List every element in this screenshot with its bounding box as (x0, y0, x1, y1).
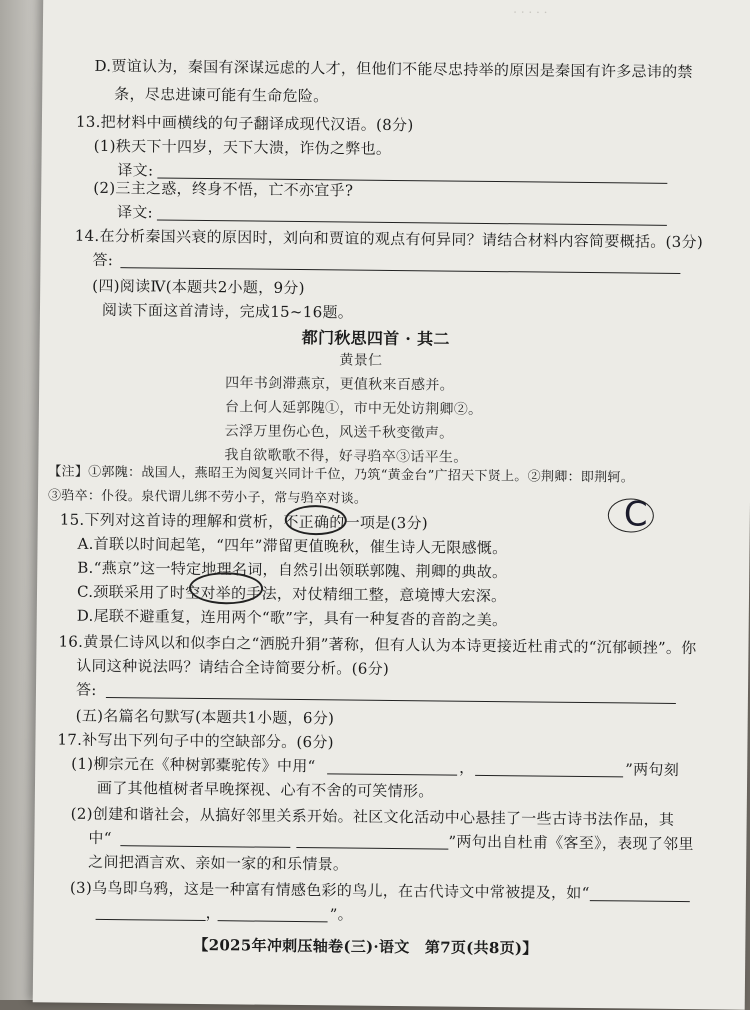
question-17-item2-start: 中“ (88, 828, 112, 848)
section-4-intro: 阅读下面这首清诗，完成15~16题。 (101, 300, 354, 322)
answer-blank-14[interactable] (120, 267, 680, 274)
question-17-item3-line1: (3)乌鸟即乌鸦，这是一种富有情感色彩的鸟儿，在古代诗文中常被提及，如“ (69, 878, 590, 903)
translation-label-2: 译文: (116, 203, 154, 222)
question-15-option-a: A.首联以时间起笔，“四年”滞留更值晚秋，催生诗人无限感慨。 (77, 534, 508, 558)
question-17-item3-end: ”。 (329, 905, 354, 924)
section-5-heading: (五)名篇名句默写(本题共1小题，6分) (75, 706, 335, 728)
poem-note-1: 【注】①郭隗：战国人，燕昭王为阅复兴同计千位，乃筑“黄金台”广招天下贤上。②荆卿：即荆轲。 (48, 464, 635, 486)
question-17-item2-line1: (2)创建和谐社会，从搞好邻里关系开始。社区文化活动中心悬挂了一些古诗书法作品，其 (70, 804, 675, 829)
option-d-line1: D.贾谊认为，秦国有深谋远虑的人才，但他们不能尽忠持举的原因是秦国有许多忌讳的禁 (94, 56, 693, 82)
question-13-item1: (1)秩天下十四岁，天下大溃，诈伪之弊也。 (93, 136, 392, 158)
answer-blank-16[interactable] (106, 697, 676, 704)
poem-line-3: 云浮万里伤心色，风送千秋变徵声。 (224, 423, 454, 442)
question-16-line1: 16.黄景仁诗风以和似李白之“洒脱升狷”著称，但有人认为本诗更接近杜甫式的“沉郁顿挫”。你 (58, 632, 697, 658)
handwritten-circle-option-c (189, 572, 263, 605)
fill-blank-17-3c[interactable] (218, 920, 328, 922)
handwritten-answer-circle (608, 498, 654, 532)
fill-blank-17-3b[interactable] (96, 919, 206, 921)
question-15: 15.下列对这首诗的理解和赏析，不正确的一项是(3分) (59, 510, 429, 533)
fill-blank-17-2a[interactable] (120, 845, 290, 848)
question-13-item2: (2)三主之惑，终身不悟，亡不亦宜乎? (93, 178, 354, 200)
poem-line-4: 我自欲歌歌不得，好寻驺卒③话平生。 (224, 447, 468, 466)
answer-label-14: 答: (92, 250, 114, 270)
question-16-line2: 认同这种说法吗？请结合全诗简要分析。(6分) (76, 656, 390, 678)
question-17-item1-comma: ， (459, 758, 475, 777)
answer-label-16: 答: (75, 680, 97, 699)
question-15-option-b: B.“燕京”这一特定地理名词，自然引出领联郭隗、荆卿的典故。 (77, 558, 508, 582)
poem-author: 黄景仁 (339, 352, 383, 369)
page-footer: 【2025年冲刺压轴卷(三)·语文 第7页(共8页)】 (193, 935, 538, 958)
question-17-item2-end: ”两句出自杜甫《客至》，表现了邻里 (448, 832, 694, 854)
option-d-line2: 条，尽忠进谏可能有生命危险。 (114, 85, 329, 106)
question-17-item3-comma: ， (205, 904, 222, 923)
section-4-heading: (四)阅读Ⅳ(本题共2小题，9分) (92, 276, 305, 298)
exam-page (33, 0, 750, 1010)
question-17-item1-end: ”两句刻 (625, 760, 680, 779)
translation-blank-2[interactable] (157, 220, 667, 226)
poem-line-1: 四年书剑滞燕京，更值秋来百感并。 (225, 375, 455, 394)
question-15-option-c: C.颈联采用了时空对举的手法，对仗精细工整，意境博大宏深。 (76, 582, 507, 606)
question-15-option-d: D.尾联不避重复，连用两个“歌”字，具有一种复沓的音韵之美。 (76, 606, 508, 630)
fill-blank-17-1b[interactable] (475, 775, 623, 778)
bleed-through-text: · · · · · (513, 5, 548, 20)
fill-blank-17-3a[interactable] (590, 900, 690, 902)
question-17: 17.补写出下列句子中的空缺部分。(6分) (57, 730, 334, 752)
question-17-item1-start: (1)柳宗元在《种树郭橐驼传》中用“ (71, 754, 316, 776)
poem-title: 都门秋思四首 · 其二 (301, 328, 450, 349)
question-14: 14.在分析秦国兴衰的原因时，刘向和贾谊的观点有何异同？请结合材料内容简要概括。(3分) (74, 226, 704, 252)
poem-line-2: 台上何人延郭隗①，市中无处访荆卿②。 (224, 399, 483, 418)
fill-blank-17-2b[interactable] (296, 847, 448, 850)
question-13: 13.把材料中画横线的句子翻译成现代汉语。(8分) (75, 112, 414, 135)
fill-blank-17-1a[interactable] (327, 773, 457, 775)
handwritten-answer-15: C (623, 494, 648, 535)
translation-label-1: 译文: (117, 161, 154, 180)
handwritten-circle-not-correct (285, 505, 347, 536)
question-17-item2-line3: 之间把酒言欢、亲如一家的和乐情景。 (88, 852, 349, 874)
poem-note-2: ③驺卒：仆役。泉代谓儿绑不劳小子，常与驺卒对谈。 (47, 488, 368, 507)
question-17-item1-line2: 画了其他植树者早晚探视、心有不舍的可笑情形。 (96, 778, 434, 801)
